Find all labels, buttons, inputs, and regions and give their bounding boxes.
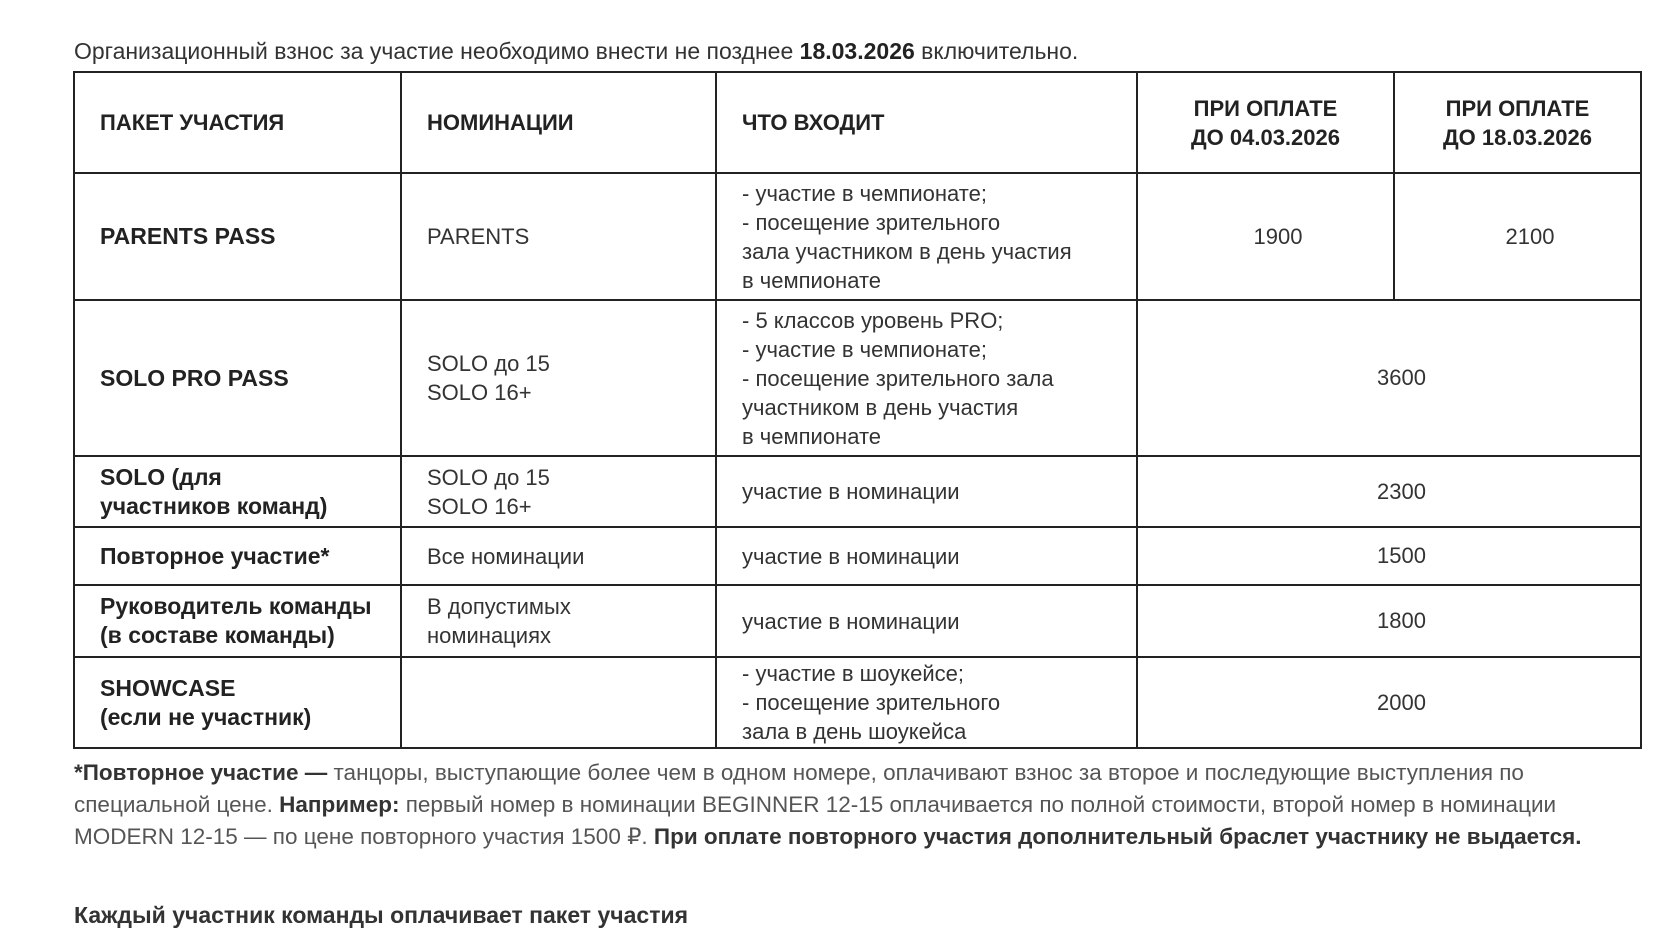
cell-line: Повторное участие*	[100, 542, 330, 569]
table-row	[74, 527, 1641, 585]
includes-cell	[716, 527, 1137, 585]
price-cell: 1500	[1137, 527, 1641, 585]
pricing-table	[73, 71, 1642, 749]
cell-line: - 5 классов уровень PRO;	[742, 307, 1004, 333]
header-price-late: ПРИ ОПЛАТЕ ДО 18.03.2026	[1394, 72, 1641, 173]
cell-line: - участие в чемпионате;	[742, 180, 987, 206]
footnote-example-text: первый номер в номинации BEGINNER 12-15 оплачивается по полной стоимости, второй номер в номинации MODERN 12-15 — по цене повторного участия 1500 ₽.	[74, 792, 1557, 849]
nominations-cell	[401, 456, 716, 527]
footnote-example-label: Например:	[279, 792, 400, 817]
nominations-cell	[401, 585, 716, 657]
table-row	[74, 585, 1641, 657]
cell-line: в чемпионате	[742, 423, 882, 449]
table-header-row	[74, 72, 1641, 173]
cell-line: PARENTS	[427, 224, 530, 249]
table-row	[74, 173, 1641, 300]
cell-line: участие в номинации	[742, 608, 960, 634]
cell-line: зала в день шоукейса	[742, 719, 967, 744]
cell-line: - участие в чемпионате;	[742, 336, 987, 362]
cell-line: - посещение зрительного зала	[742, 365, 1054, 391]
cell-line: (в составе команды)	[100, 622, 335, 648]
cell-line: PARENTS PASS	[100, 223, 276, 249]
price-cell: 3600	[1137, 300, 1641, 456]
price-cell: 2300	[1137, 456, 1641, 527]
table-row	[74, 300, 1641, 456]
price-early-cell: 1900	[1137, 173, 1394, 300]
package-cell	[74, 657, 401, 748]
cell-line: (если не участник)	[100, 703, 312, 730]
package-cell	[74, 527, 401, 585]
cell-line: SOLO до 15	[427, 351, 550, 376]
footnote-bracelet-note: При оплате повторного участия дополнительный браслет участнику не выдается.	[653, 824, 1582, 849]
includes-cell	[716, 657, 1137, 748]
price-cell: 2000	[1137, 657, 1641, 748]
cell-line: SOLO 16+	[427, 380, 532, 405]
team-payment-note: Каждый участник команды оплачивает пакет участия	[74, 902, 689, 928]
deadline-text-end: включительно.	[914, 38, 1079, 64]
includes-cell	[716, 456, 1137, 527]
deadline-date: 18.03.2026	[799, 38, 915, 64]
cell-line: в чемпионате	[742, 267, 882, 293]
footnote-term: *Повторное участие —	[74, 760, 328, 785]
cell-line: участие в номинации	[742, 543, 960, 569]
includes-cell	[716, 585, 1137, 657]
cell-line: номинациях	[427, 623, 551, 648]
cell-line: Руководитель команды	[100, 593, 372, 619]
table-row	[74, 657, 1641, 748]
cell-line: участие в номинации	[742, 479, 960, 504]
cell-line: участником в день участия	[742, 394, 1019, 420]
payment-deadline-note	[74, 36, 1078, 66]
repeat-participation-footnote	[74, 757, 1634, 853]
includes-cell	[716, 300, 1137, 456]
cell-line: В допустимых	[427, 594, 571, 619]
cell-line: SOLO (для	[100, 463, 222, 490]
nominations-cell	[401, 657, 716, 748]
includes-cell	[716, 173, 1137, 300]
cell-line: зала участником в день участия	[742, 238, 1072, 264]
package-cell	[74, 300, 401, 456]
package-cell	[74, 456, 401, 527]
cell-line: Все номинации	[427, 543, 585, 569]
nominations-cell	[401, 300, 716, 456]
package-cell	[74, 585, 401, 657]
header-package: ПАКЕТ УЧАСТИЯ	[74, 72, 401, 173]
package-cell	[74, 173, 401, 300]
deadline-text: Организационный взнос за участие необходимо внести не позднее	[74, 38, 800, 64]
cell-line: - посещение зрительного	[742, 690, 1001, 715]
cell-line: SOLO 16+	[427, 493, 532, 519]
cell-line: участников команд)	[100, 492, 328, 519]
price-late-cell: 2100	[1394, 173, 1641, 300]
price-cell: 1800	[1137, 585, 1641, 657]
header-price-early: ПРИ ОПЛАТЕ ДО 04.03.2026	[1137, 72, 1394, 173]
table-row	[74, 456, 1641, 527]
footnote-text: танцоры, выступающие более чем в одном номере, оплачивают взнос за второе и последующие выступления по специальной цене.	[74, 760, 1524, 817]
cell-line: - участие в шоукейсе;	[742, 661, 965, 686]
cell-line: SOLO до 15	[427, 464, 550, 490]
header-nominations: НОМИНАЦИИ	[401, 72, 716, 173]
cell-line: SOLO PRO PASS	[100, 364, 289, 391]
cell-line: SHOWCASE	[100, 674, 236, 701]
nominations-cell	[401, 173, 716, 300]
header-includes: ЧТО ВХОДИТ	[716, 72, 1137, 173]
nominations-cell	[401, 527, 716, 585]
cell-line: - посещение зрительного	[742, 209, 1001, 235]
